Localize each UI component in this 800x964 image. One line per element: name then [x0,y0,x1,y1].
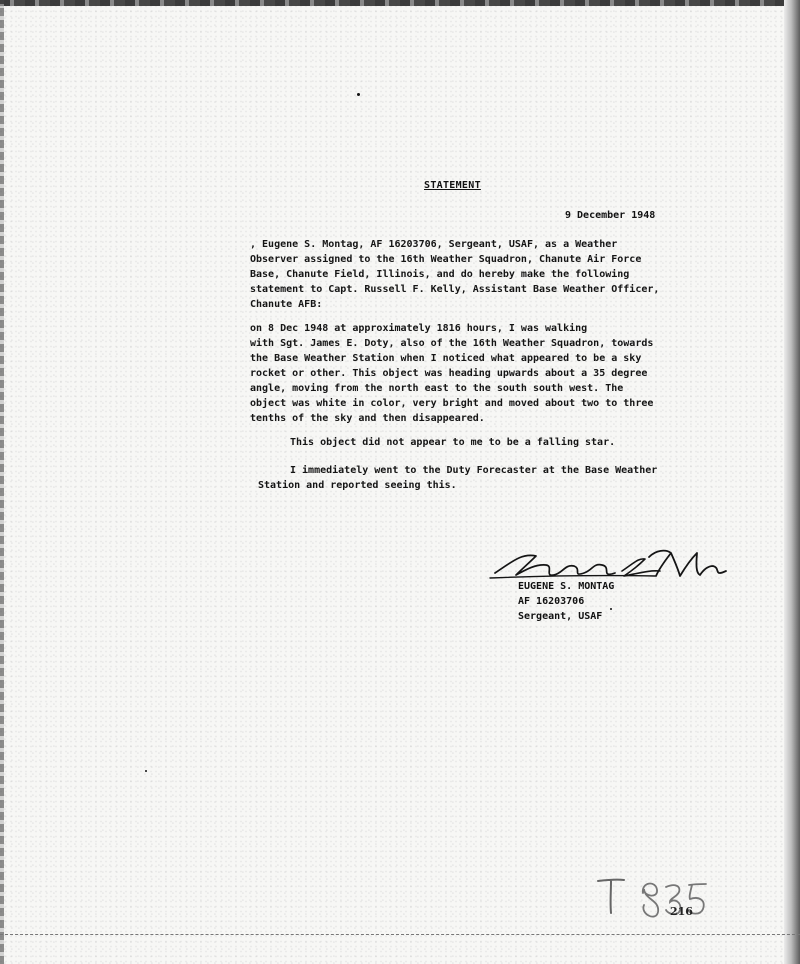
signer-service-number: AF 16203706 [518,596,585,607]
signature-block [518,579,614,624]
handwritten-page-mark [590,871,722,921]
paragraph-line: Station and reported seeing this. [258,480,457,491]
paragraph-line: I immediately went to the Duty Forecaster at the Base Weather [290,465,658,476]
page-fold-line [0,934,800,935]
signer-rank: Sergeant, USAF [518,611,603,622]
paragraph-line: on 8 Dec 1948 at approximately 1816 hours, I was walking [250,323,588,334]
paragraph-line: the Base Weather Station when I noticed what appeared to be a sky [250,353,642,364]
scan-right-edge [784,0,800,964]
scan-speck [145,770,147,772]
scan-speck [610,608,612,610]
document-title: STATEMENT [424,180,481,191]
paragraph-line: object was white in color, very bright and moved about two to three [250,398,654,409]
paragraph-line: rocket or other. This object was heading upwards about a 35 degree [250,368,648,379]
paragraph-line: with Sgt. James E. Doty, also of the 16th Weather Squadron, towards [250,338,654,349]
page-number: 216 [670,905,693,918]
paragraph-line: tenths of the sky and then disappeared. [250,413,485,424]
paragraph-line: Base, Chanute Field, Illinois, and do hereby make the following [250,269,630,280]
paragraph-line: angle, moving from the north east to the south south west. The [250,383,624,394]
signer-name: EUGENE S. MONTAG [518,581,615,592]
paragraph-line: Observer assigned to the 16th Weather Squadron, Chanute Air Force [250,254,642,265]
paragraph-line: statement to Capt. Russell F. Kelly, Assistant Base Weather Officer, [250,284,660,295]
paragraph-line: Chanute AFB: [250,299,323,310]
document-date: 9 December 1948 [565,210,656,221]
scan-speck [357,93,360,96]
paragraph-line: , Eugene S. Montag, AF 16203706, Sergeant, USAF, as a Weather [250,239,618,250]
paragraph-line: This object did not appear to me to be a falling star. [290,437,616,448]
scan-top-edge [0,0,800,6]
scan-left-edge [0,0,4,964]
